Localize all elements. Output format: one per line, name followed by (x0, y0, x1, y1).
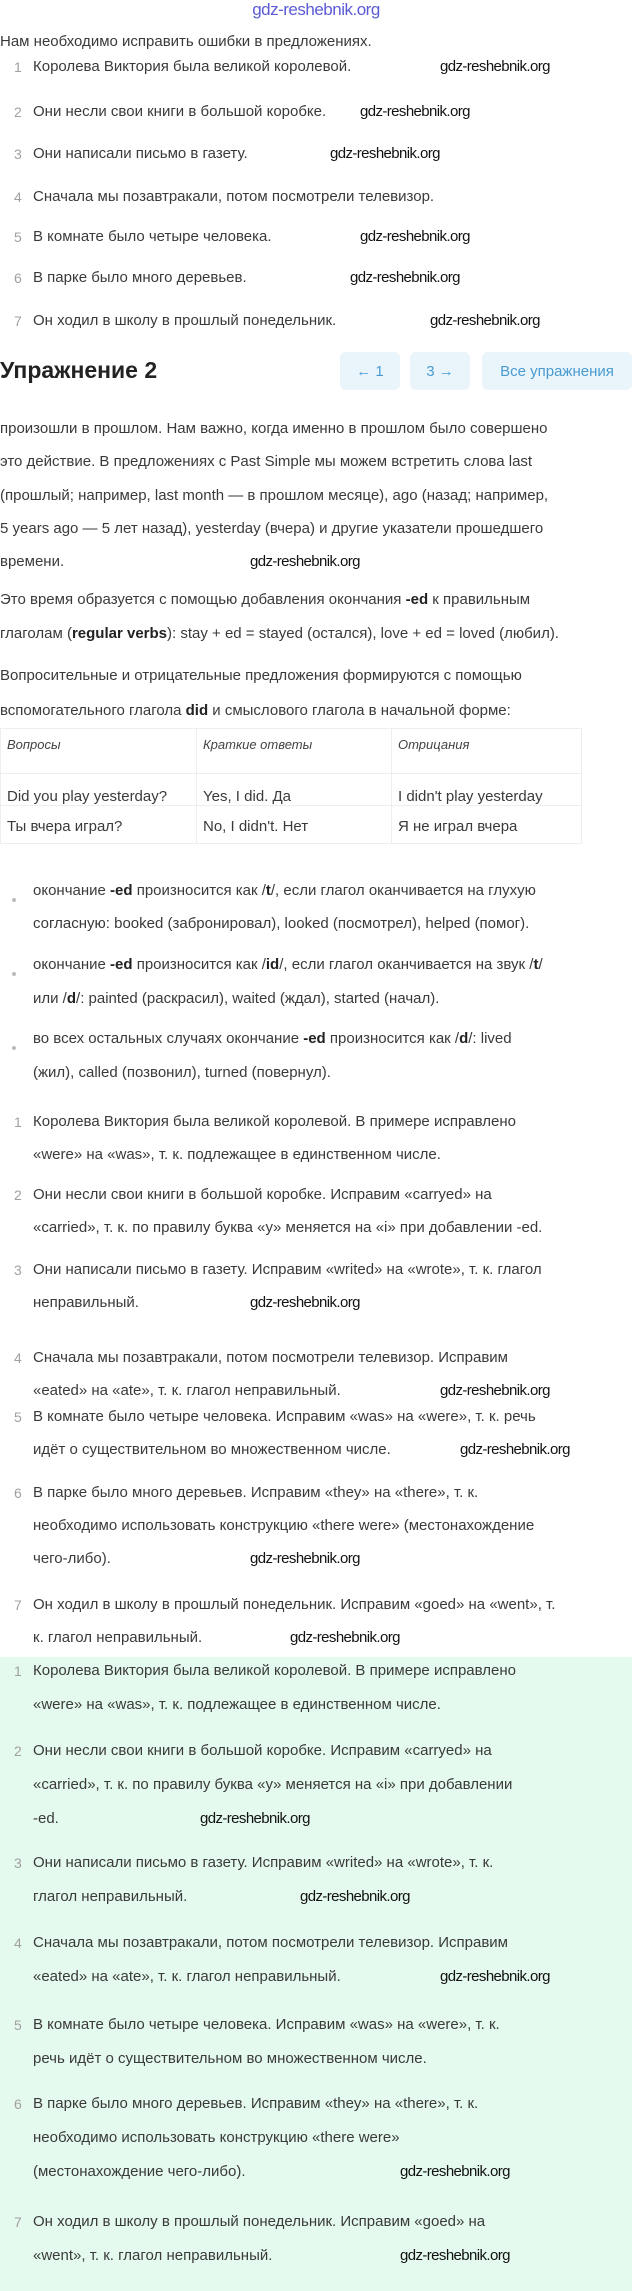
answer-line: неправильный. (33, 1294, 139, 1311)
item-number: 4 (14, 189, 22, 205)
watermark-text: gdz-reshebnik.org (430, 312, 540, 329)
answer-line: В комнате было четыре человека. Исправим «was» на «were», т. к. (33, 2016, 500, 2033)
answer-line: (местонахождение чего-либо). (33, 2163, 246, 2180)
sentence-item: В комнате было четыре человека. (33, 228, 272, 245)
answer-line: Они несли свои книги в большой коробке. Исправим «carryed» на (33, 1186, 492, 1203)
answer-line: «carried», т. к. по правилу буква «y» меняется на «i» при добавлении -ed. (33, 1219, 543, 1236)
watermark-text: gdz-reshebnik.org (400, 2247, 510, 2264)
item-number: 3 (14, 146, 22, 162)
item-number: 5 (14, 2017, 22, 2033)
answer-line: В комнате было четыре человека. Исправим «was» на «were», т. к. речь (33, 1408, 536, 1425)
answer-line: «went», т. к. глагол неправильный. (33, 2247, 273, 2264)
item-number: 1 (14, 1663, 22, 1679)
theory-line: времени. (0, 553, 65, 570)
theory-line: (прошлый; например, last month — в прошлом месяце), ago (назад; например, (0, 487, 549, 504)
bullet-icon (12, 1046, 16, 1050)
item-number: 6 (14, 2096, 22, 2112)
bullet-line: окончание -ed произносится как /id/, если глагол оканчивается на звук /t/ (33, 956, 543, 973)
table-cell: Did you play yesterday? (1, 774, 197, 806)
prev-exercise-button[interactable]: ← 1 (340, 352, 400, 390)
answer-line: «eated» на «ate», т. к. глагол неправильный. (33, 1382, 341, 1399)
table-cell: Я не играл вчера (392, 806, 582, 844)
bullet-line: (жил), called (позвонил), turned (повернул). (33, 1064, 331, 1081)
item-number: 4 (14, 1935, 22, 1951)
item-number: 2 (14, 1743, 22, 1759)
answer-line: глагол неправильный. (33, 1888, 188, 1905)
bullet-line: или /d/: painted (раскрасил), waited (ждал), started (начал). (33, 990, 440, 1007)
answer-line: «eated» на «ate», т. к. глагол неправильный. (33, 1968, 341, 1985)
watermark-text: gdz-reshebnik.org (250, 1294, 360, 1311)
sentence-item: Сначала мы позавтракали, потом посмотрели телевизор. (33, 188, 435, 205)
theory-line: Вопросительные и отрицательные предложения формируются с помощью (0, 667, 522, 684)
answer-line: Он ходил в школу в прошлый понедельник. Исправим «goed» на (33, 2213, 486, 2230)
answer-line: Королева Виктория была великой королевой. В примере исправлено (33, 1113, 516, 1130)
answer-line: к. глагол неправильный. (33, 1629, 203, 1646)
theory-line: Это время образуется с помощью добавления окончания -ed к правильным (0, 591, 531, 608)
theory-line: это действие. В предложениях с Past Simple мы можем встретить слова last (0, 453, 533, 470)
next-exercise-button[interactable]: 3 → (410, 352, 470, 390)
answer-line: Сначала мы позавтракали, потом посмотрели телевизор. Исправим (33, 1934, 508, 1951)
table-cell: No, I didn't. Нет (197, 806, 392, 844)
bullet-icon (12, 898, 16, 902)
table-header: Вопросы (1, 729, 197, 774)
bullet-line: окончание -ed произносится как /t/, если глагол оканчивается на глухую (33, 882, 536, 899)
site-watermark-link[interactable]: gdz-reshebnik.org (252, 0, 380, 19)
theory-line: вспомогательного глагола did и смыслового глагола в начальной форме: (0, 702, 511, 719)
watermark-text: gdz-reshebnik.org (250, 553, 360, 570)
answer-line: Они написали письмо в газету. Исправим «writed» на «wrote», т. к. глагол (33, 1261, 542, 1278)
item-number: 6 (14, 270, 22, 286)
watermark-text: gdz-reshebnik.org (330, 145, 440, 162)
sentence-item: Королева Виктория была великой королевой. (33, 58, 352, 75)
bullet-line: во всех остальных случаях окончание -ed произносится как /d/: lived (33, 1030, 512, 1047)
watermark-text: gdz-reshebnik.org (440, 58, 550, 75)
item-number: 7 (14, 1597, 22, 1613)
task-intro: Нам необходимо исправить ошибки в предложениях. (0, 33, 372, 50)
watermark-text: gdz-reshebnik.org (440, 1382, 550, 1399)
answer-line: В парке было много деревьев. Исправим «they» на «there», т. к. (33, 1484, 479, 1501)
all-exercises-button[interactable]: Все упражнения (482, 352, 632, 390)
answer-line: «carried», т. к. по правилу буква «y» меняется на «i» при добавлении (33, 1776, 513, 1793)
answer-line: -ed. (33, 1810, 59, 1827)
watermark-text: gdz-reshebnik.org (360, 103, 470, 120)
answer-line: Сначала мы позавтракали, потом посмотрели телевизор. Исправим (33, 1349, 508, 1366)
answer-line: «were» на «was», т. к. подлежащее в единственном числе. (33, 1146, 441, 1163)
item-number: 2 (14, 1187, 22, 1203)
watermark-text: gdz-reshebnik.org (460, 1441, 570, 1458)
watermark-text: gdz-reshebnik.org (300, 1888, 410, 1905)
sentence-item: Он ходил в школу в прошлый понедельник. (33, 312, 337, 329)
watermark-text: gdz-reshebnik.org (290, 1629, 400, 1646)
answer-line: необходимо использовать конструкцию «there were» (33, 2129, 400, 2146)
item-number: 1 (14, 1114, 22, 1130)
table-header: Краткие ответы (197, 729, 392, 774)
theory-line: глаголам (regular verbs): stay + ed = stayed (остался), love + ed = loved (любил). (0, 625, 559, 642)
bullet-line: согласную: booked (забронировал), looked (посмотрел), helped (помог). (33, 915, 530, 932)
answer-line: В парке было много деревьев. Исправим «they» на «there», т. к. (33, 2095, 479, 2112)
item-number: 5 (14, 1409, 22, 1425)
item-number: 1 (14, 59, 22, 75)
answer-line: Он ходил в школу в прошлый понедельник. Исправим «goed» на «went», т. (33, 1596, 556, 1613)
answer-line: Они написали письмо в газету. Исправим «writed» на «wrote», т. к. (33, 1854, 494, 1871)
answer-line: чего-либо). (33, 1550, 111, 1567)
item-number: 2 (14, 104, 22, 120)
page-title: Упражнение 2 (0, 357, 158, 383)
item-number: 3 (14, 1855, 22, 1871)
item-number: 6 (14, 1485, 22, 1501)
sentence-item: Они написали письмо в газету. (33, 145, 248, 162)
sentence-item: В парке было много деревьев. (33, 269, 247, 286)
table-header: Отрицания (392, 729, 582, 774)
table-cell: Ты вчера играл? (1, 806, 197, 844)
table-cell: Yes, I did. Да (197, 774, 392, 806)
answer-line: «were» на «was», т. к. подлежащее в единственном числе. (33, 1696, 441, 1713)
item-number: 3 (14, 1262, 22, 1278)
theory-line: произошли в прошлом. Нам важно, когда именно в прошлом было совершено (0, 420, 548, 437)
watermark-text: gdz-reshebnik.org (440, 1968, 550, 1985)
table-cell: I didn't play yesterday (392, 774, 582, 806)
answer-line: Они несли свои книги в большой коробке. Исправим «carryed» на (33, 1742, 492, 1759)
watermark-text: gdz-reshebnik.org (200, 1810, 310, 1827)
item-number: 5 (14, 229, 22, 245)
watermark-text: gdz-reshebnik.org (250, 1550, 360, 1567)
answer-line: Королева Виктория была великой королевой. В примере исправлено (33, 1662, 516, 1679)
watermark-text: gdz-reshebnik.org (400, 2163, 510, 2180)
bullet-icon (12, 972, 16, 976)
theory-line: 5 years ago — 5 лет назад), yesterday (вчера) и другие указатели прошедшего (0, 520, 544, 537)
item-number: 4 (14, 1350, 22, 1366)
sentence-item: Они несли свои книги в большой коробке. (33, 103, 327, 120)
item-number: 7 (14, 2214, 22, 2230)
watermark-text: gdz-reshebnik.org (360, 228, 470, 245)
did-usage-table (0, 728, 582, 844)
item-number: 7 (14, 313, 22, 329)
answer-line: необходимо использовать конструкцию «there were» (местонахождение (33, 1517, 535, 1534)
answer-line: идёт о существительном во множественном числе. (33, 1441, 391, 1458)
answer-line: речь идёт о существительном во множественном числе. (33, 2050, 427, 2067)
watermark-text: gdz-reshebnik.org (350, 269, 460, 286)
